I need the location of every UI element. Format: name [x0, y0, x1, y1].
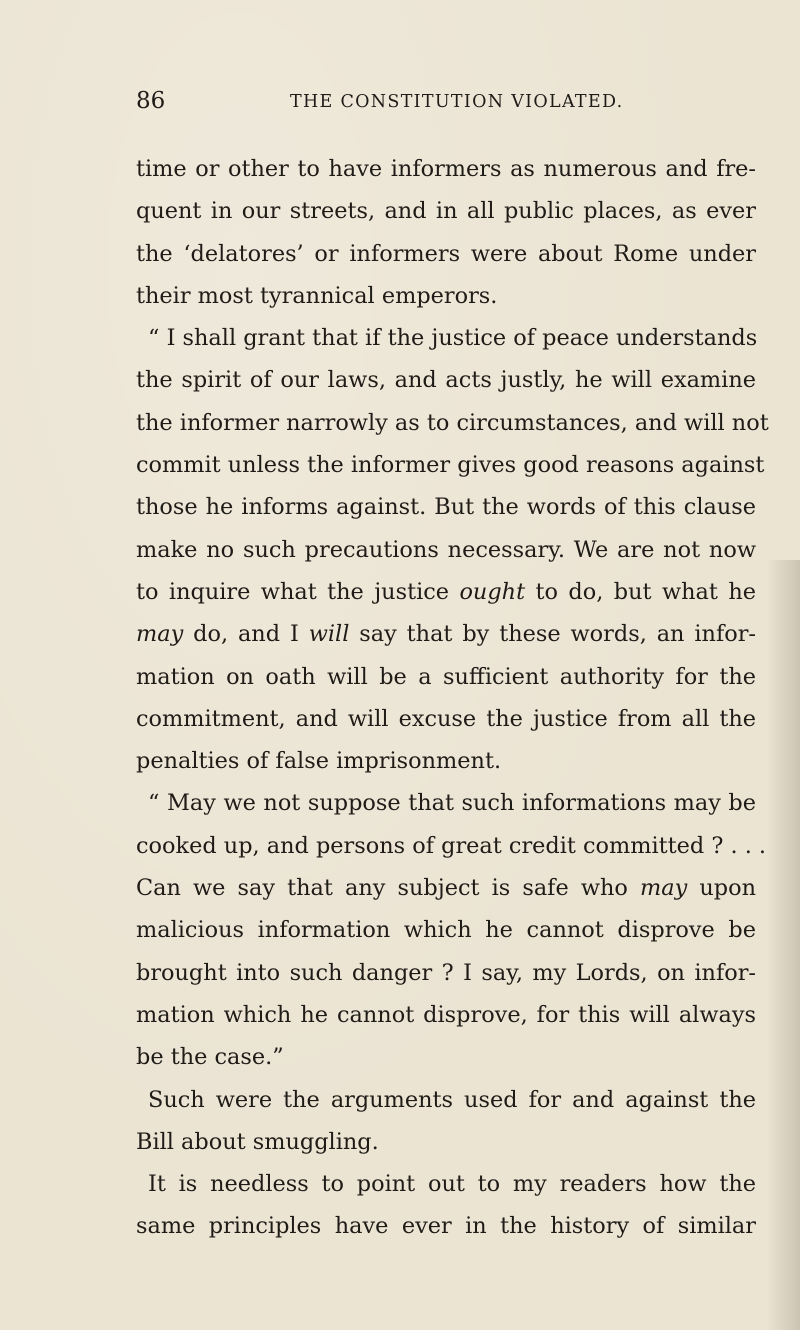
text-line: the informer narrowly as to circumstances, and will not	[136, 409, 769, 436]
text-line: same principles have ever in the history of similar	[136, 1213, 756, 1240]
text-line: to inquire what the justice ought to do, but what he	[136, 578, 756, 605]
text-line: mation which he cannot disprove, for this will always	[136, 1001, 756, 1028]
text-line: commit unless the informer gives good reasons against	[136, 452, 765, 479]
text-line: “ May we not suppose that such informations may be	[148, 790, 756, 817]
text-line: It is needless to point out to my readers how the	[148, 1171, 756, 1198]
text-line: malicious information which he cannot disprove be	[136, 917, 756, 944]
text-line: Bill about smuggling.	[136, 1128, 379, 1155]
text-line: penalties of false imprisonment.	[136, 748, 502, 775]
text-line: brought into such danger ? I say, my Lords, on infor-	[136, 959, 756, 986]
body-text	[136, 152, 769, 1252]
text-line: be the case.”	[136, 1044, 284, 1071]
text-line: Can we say that any subject is safe who may upon	[136, 875, 756, 902]
text-line: make no such precautions necessary. We are not now	[136, 536, 756, 563]
text-line: commitment, and will excuse the justice from all the	[136, 705, 756, 732]
text-line: mation on oath will be a sufficient authority for the	[136, 663, 756, 690]
italic-may: may	[136, 621, 184, 648]
page-number: 86	[136, 88, 166, 114]
running-head	[136, 88, 740, 118]
page-edge-shadow	[766, 560, 800, 1330]
text-line: “ I shall grant that if the justice of peace understands	[148, 325, 758, 352]
text-line: the ‘delatores’ or informers were about Rome under	[136, 240, 756, 267]
text-line: their most tyrannical emperors.	[136, 282, 498, 309]
italic-will: will	[308, 621, 350, 648]
text-line: cooked up, and persons of great credit committed ? . . .	[136, 832, 767, 859]
text-line: the spirit of our laws, and acts justly, he will examine	[136, 367, 756, 394]
text-line: those he informs against. But the words of this clause	[136, 494, 756, 521]
text-line: quent in our streets, and in all public places, as ever	[136, 198, 756, 225]
text-line: Such were the arguments used for and against the	[148, 1086, 756, 1113]
italic-ought: ought	[459, 578, 526, 605]
text-line: time or other to have informers as numerous and fre-	[136, 156, 756, 182]
text-line: may do, and I will say that by these words, an infor-	[136, 621, 756, 648]
italic-may: may	[640, 875, 688, 902]
running-title: THE CONSTITUTION VIOLATED.	[290, 92, 624, 112]
